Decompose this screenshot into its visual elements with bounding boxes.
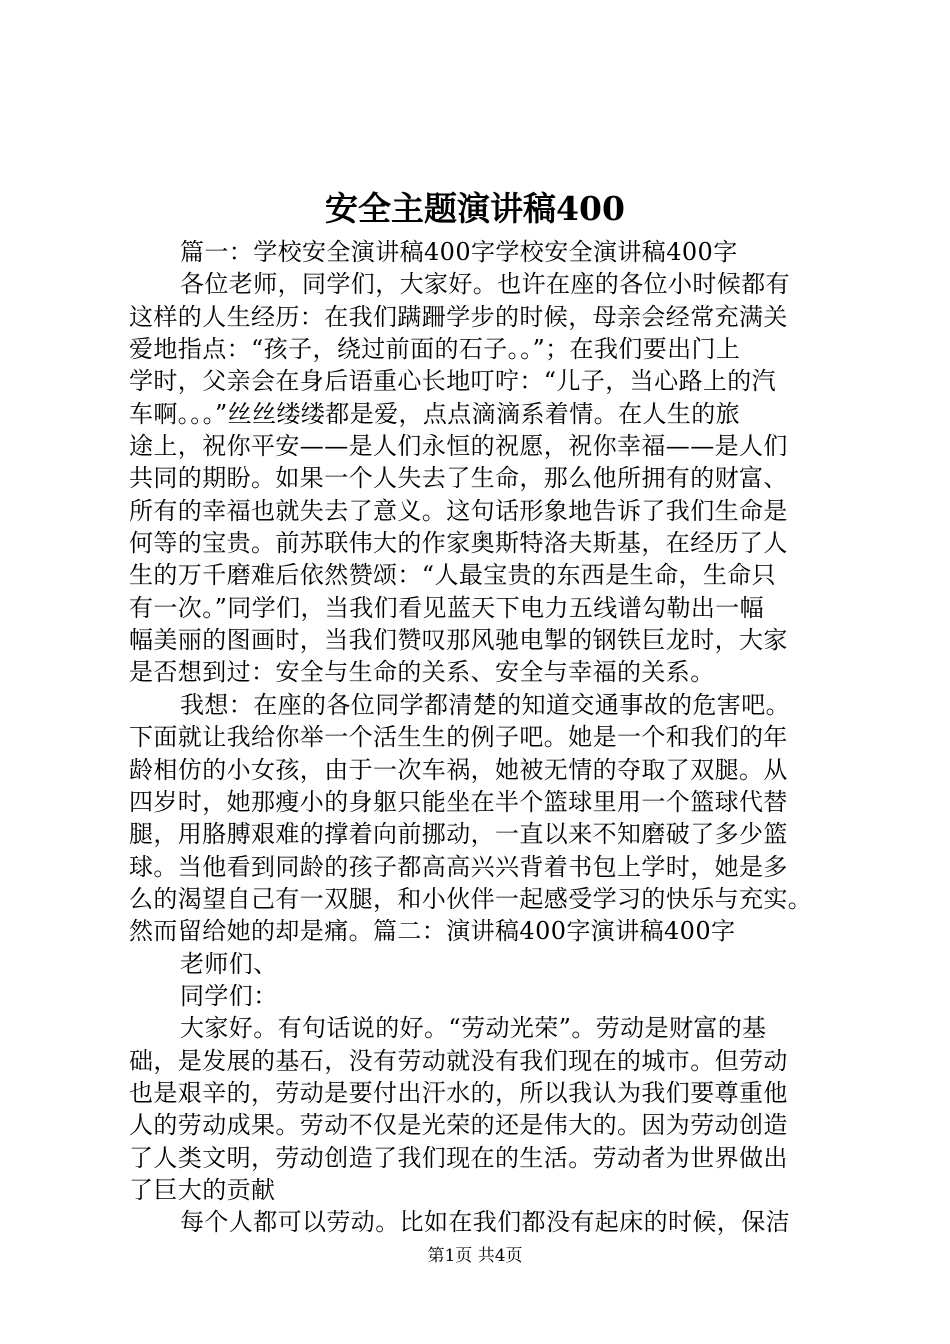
document-title: 安全主题演讲稿400 <box>325 189 625 228</box>
paragraph-line: 龄相仿的小女孩，由于一次车祸，她被无情的夺取了双腿。从 <box>129 755 788 784</box>
document-body <box>129 236 829 1239</box>
paragraph-line: 了人类文明，劳动创造了我们现在的生活。劳动者为世界做出 <box>129 1143 788 1172</box>
paragraph-line: 学时，父亲会在身后语重心长地叮咛：“儿子，当心路上的汽 <box>129 367 777 396</box>
paragraph-line: 生的万千磨难后依然赞颂：“人最宝贵的东西是生命，生命只 <box>129 561 777 590</box>
paragraph-line: 有一次。”同学们，当我们看见蓝天下电力五线谱勾勒出一幅 <box>129 593 765 622</box>
paragraph-line: 车啊。。。”丝丝缕缕都是爱，点点滴滴系着情。在人生的旅 <box>129 399 741 428</box>
paragraph-line: 球。当他看到同龄的孩子都高高兴兴背着书包上学时，她是多 <box>129 852 788 881</box>
paragraph-line: 老师们、 <box>180 949 278 978</box>
paragraph-line: 腿，用胳膊艰难的撑着向前挪动，一直以来不知磨破了多少篮 <box>129 820 788 849</box>
paragraph-line: 础，是发展的基石，没有劳动就没有我们现在的城市。但劳动 <box>129 1046 788 1075</box>
paragraph-line: 也是艰辛的，劳动是要付出汗水的，所以我认为我们要尊重他 <box>129 1078 788 1107</box>
paragraph-line: 共同的期盼。如果一个人失去了生命，那么他所拥有的财富、 <box>129 464 788 493</box>
paragraph-line: 何等的宝贵。前苏联伟大的作家奥斯特洛夫斯基，在经历了人 <box>129 529 788 558</box>
paragraph-line: 了巨大的贡献 <box>129 1175 276 1204</box>
paragraph-line: 所有的幸福也就失去了意义。这句话形象地告诉了我们生命是 <box>129 496 788 525</box>
paragraph-line: 同学们： <box>180 981 278 1010</box>
paragraph-line: 么的渴望自己有一双腿，和小伙伴一起感受学习的快乐与充实。 <box>129 884 813 913</box>
paragraph-line: 大家好。有句话说的好。“劳动光荣”。劳动是财富的基 <box>180 1014 767 1043</box>
paragraph-line: 下面就让我给你举一个活生生的例子吧。她是一个和我们的年 <box>129 723 788 752</box>
paragraph-line: 每个人都可以劳动。比如在我们都没有起床的时候，保洁 <box>180 1208 790 1237</box>
paragraph-line: 四岁时，她那瘦小的身躯只能坐在半个篮球里用一个篮球代替 <box>129 787 788 816</box>
paragraph-line: 我想：在座的各位同学都清楚的知道交通事故的危害吧。 <box>180 690 790 719</box>
page-number-footer: 第1页 共4页 <box>427 1246 523 1266</box>
paragraph-line: 幅美丽的图画时，当我们赞叹那风驰电掣的钢铁巨龙时，大家 <box>129 626 788 655</box>
paragraph-line: 篇一：学校安全演讲稿400字学校安全演讲稿400字 <box>180 238 738 266</box>
paragraph-line: 然而留给她的却是痛。篇二：演讲稿400字演讲稿400字 <box>129 917 736 946</box>
paragraph-line: 各位老师，同学们，大家好。也许在座的各位小时候都有 <box>180 270 790 299</box>
paragraph-line: 爱地指点：“孩子，绕过前面的石子。。”；在我们要出门上 <box>129 335 741 364</box>
paragraph-line: 途上，祝你平安——是人们永恒的祝愿，祝你幸福——是人们 <box>129 432 788 461</box>
paragraph-line: 人的劳动成果。劳动不仅是光荣的还是伟大的。因为劳动创造 <box>129 1111 788 1140</box>
paragraph-line: 这样的人生经历：在我们蹒跚学步的时候，母亲会经常充满关 <box>129 302 788 331</box>
paragraph-line: 是否想到过：安全与生命的关系、安全与幸福的关系。 <box>129 658 715 687</box>
